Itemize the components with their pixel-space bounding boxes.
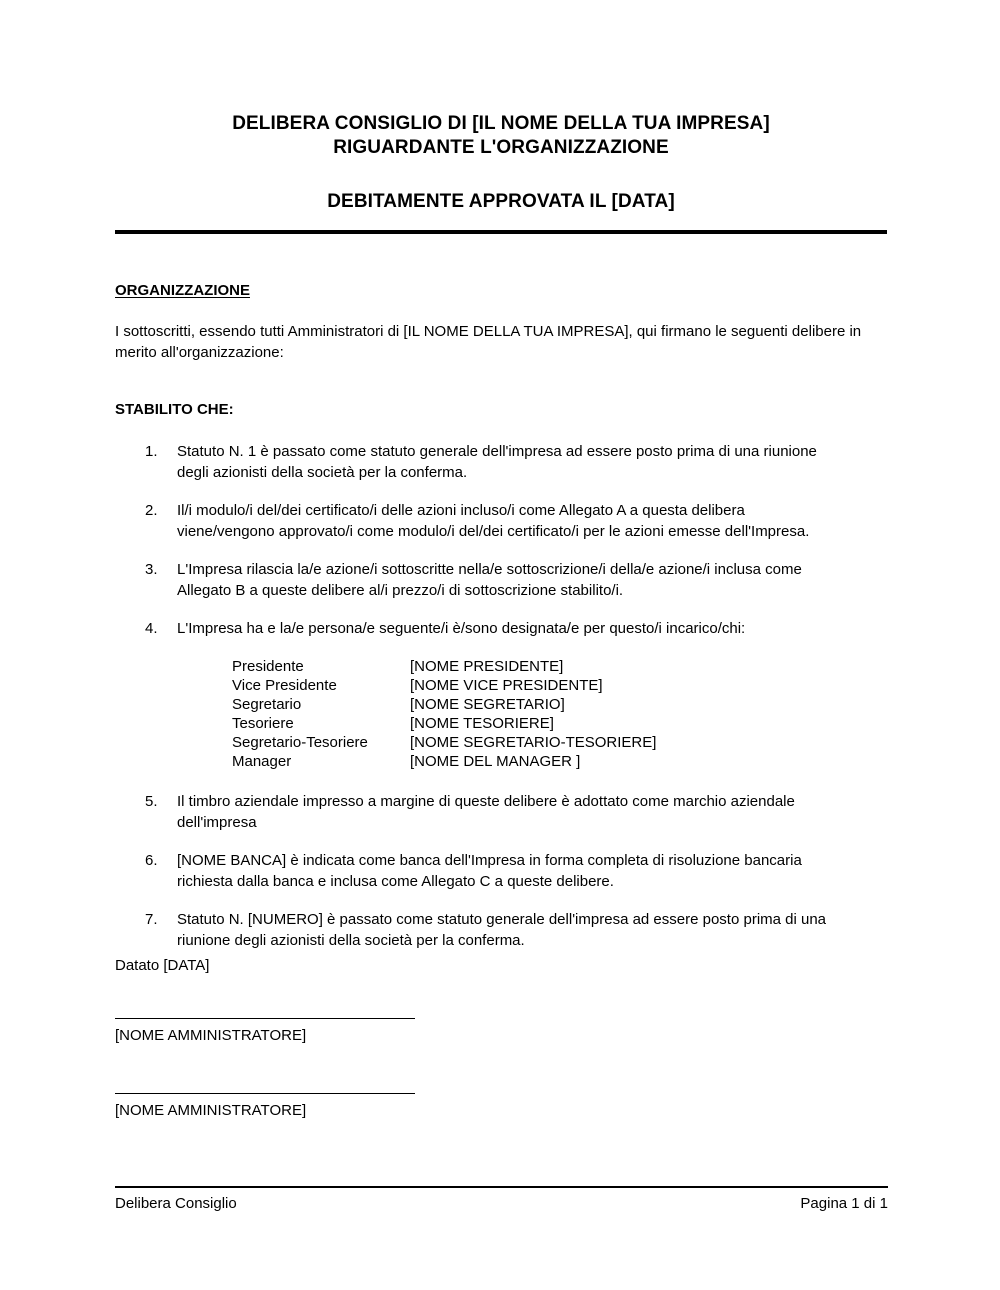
list-item bbox=[115, 618, 828, 639]
officer-name: [NOME SEGRETARIO] bbox=[410, 696, 565, 713]
officer-name: [NOME SEGRETARIO-TESORIERE] bbox=[410, 734, 657, 751]
list-item-text: Il timbro aziendale impresso a margine di queste delibere è adottato come marchio aziendale dell'impresa bbox=[177, 793, 795, 831]
document-title-line-2: RIGUARDANTE L'ORGANIZZAZIONE bbox=[333, 137, 669, 158]
footer-page-number: Pagina 1 di 1 bbox=[800, 1195, 888, 1212]
list-item bbox=[115, 850, 828, 892]
signature-label: [NOME AMMINISTRATORE] bbox=[115, 1102, 307, 1119]
list-item-number: 4. bbox=[145, 620, 158, 637]
document-subtitle: DEBITAMENTE APPROVATA IL [DATA] bbox=[327, 191, 675, 212]
list-item-number: 3. bbox=[145, 561, 158, 578]
list-item bbox=[115, 500, 828, 542]
list-item bbox=[115, 909, 828, 951]
officer-role: Manager bbox=[232, 753, 292, 770]
officer-role: Vice Presidente bbox=[232, 677, 337, 694]
table-row bbox=[232, 695, 656, 714]
resolutions-list-continued bbox=[115, 791, 890, 951]
signature-label: [NOME AMMINISTRATORE] bbox=[115, 1027, 307, 1044]
document-title-line-1: DELIBERA CONSIGLIO DI [IL NOME DELLA TUA IMPRESA] bbox=[232, 113, 770, 134]
officers-table bbox=[232, 657, 656, 771]
list-item-number: 6. bbox=[145, 852, 158, 869]
list-item-text: L'Impresa ha e la/e persona/e seguente/i è/sono designata/e per questo/i incarico/chi: bbox=[177, 620, 746, 637]
list-item-number: 7. bbox=[145, 911, 158, 928]
table-row bbox=[232, 676, 656, 695]
list-item-text: Statuto N. 1 è passato come statuto generale dell'impresa ad essere posto prima di una riunione degli azionisti della società per la conferma. bbox=[177, 443, 817, 481]
table-row bbox=[232, 657, 656, 676]
document-body bbox=[115, 281, 890, 951]
dated-line: Datato [DATA] bbox=[115, 957, 210, 974]
officer-name: [NOME PRESIDENTE] bbox=[410, 658, 564, 675]
title-divider-rule bbox=[115, 230, 887, 234]
list-item-text: [NOME BANCA] è indicata come banca dell'Impresa in forma completa di risoluzione bancaria richiesta dalla banca e inclusa come Allegato C a queste delibere. bbox=[177, 852, 802, 890]
list-item bbox=[115, 791, 828, 833]
table-row bbox=[232, 714, 656, 733]
list-item bbox=[115, 441, 828, 483]
officer-name: [NOME DEL MANAGER ] bbox=[410, 753, 581, 770]
officer-role: Tesoriere bbox=[232, 715, 294, 732]
table-row bbox=[232, 752, 656, 771]
intro-paragraph: I sottoscritti, essendo tutti Amministratori di [IL NOME DELLA TUA IMPRESA], qui firmano le seguenti delibere in merito all'organizzazione: bbox=[115, 323, 862, 361]
table-row bbox=[232, 733, 656, 752]
officer-role: Segretario-Tesoriere bbox=[232, 734, 368, 751]
signature-block-2 bbox=[115, 1093, 415, 1121]
list-item-text: L'Impresa rilascia la/e azione/i sottoscritte nella/e sottoscrizione/i della/e azione/i inclusa come Allegato B a queste delibere al/i prezzo/i di sottoscrizione stabilito/i. bbox=[177, 561, 802, 599]
section-heading-organizzazione: ORGANIZZAZIONE bbox=[115, 282, 250, 299]
officer-role: Segretario bbox=[232, 696, 302, 713]
officer-role: Presidente bbox=[232, 658, 304, 675]
list-item-number: 5. bbox=[145, 793, 158, 810]
resolved-heading: STABILITO CHE: bbox=[115, 401, 234, 418]
list-item bbox=[115, 559, 828, 601]
resolutions-list bbox=[115, 441, 890, 639]
list-item-number: 1. bbox=[145, 443, 158, 460]
page-footer bbox=[115, 1193, 888, 1214]
list-item-text: Il/i modulo/i del/dei certificato/i delle azioni incluso/i come Allegato A a questa delibera viene/vengono approvato/i come modulo/i del/dei certificato/i per le azioni emesse dell'Impresa. bbox=[177, 502, 810, 540]
list-item-text: Statuto N. [NUMERO] è passato come statuto generale dell'impresa ad essere posto prima di una riunione degli azionisti della società per la conferma. bbox=[177, 911, 827, 949]
footer-left-text: Delibera Consiglio bbox=[115, 1195, 237, 1212]
document-title-block bbox=[115, 112, 887, 214]
signature-line bbox=[115, 1018, 415, 1019]
officer-name: [NOME TESORIERE] bbox=[410, 715, 554, 732]
signature-block-1 bbox=[115, 1018, 415, 1046]
officer-name: [NOME VICE PRESIDENTE] bbox=[410, 677, 603, 694]
signature-line bbox=[115, 1093, 415, 1094]
list-item-number: 2. bbox=[145, 502, 158, 519]
footer-divider-rule bbox=[115, 1186, 888, 1188]
